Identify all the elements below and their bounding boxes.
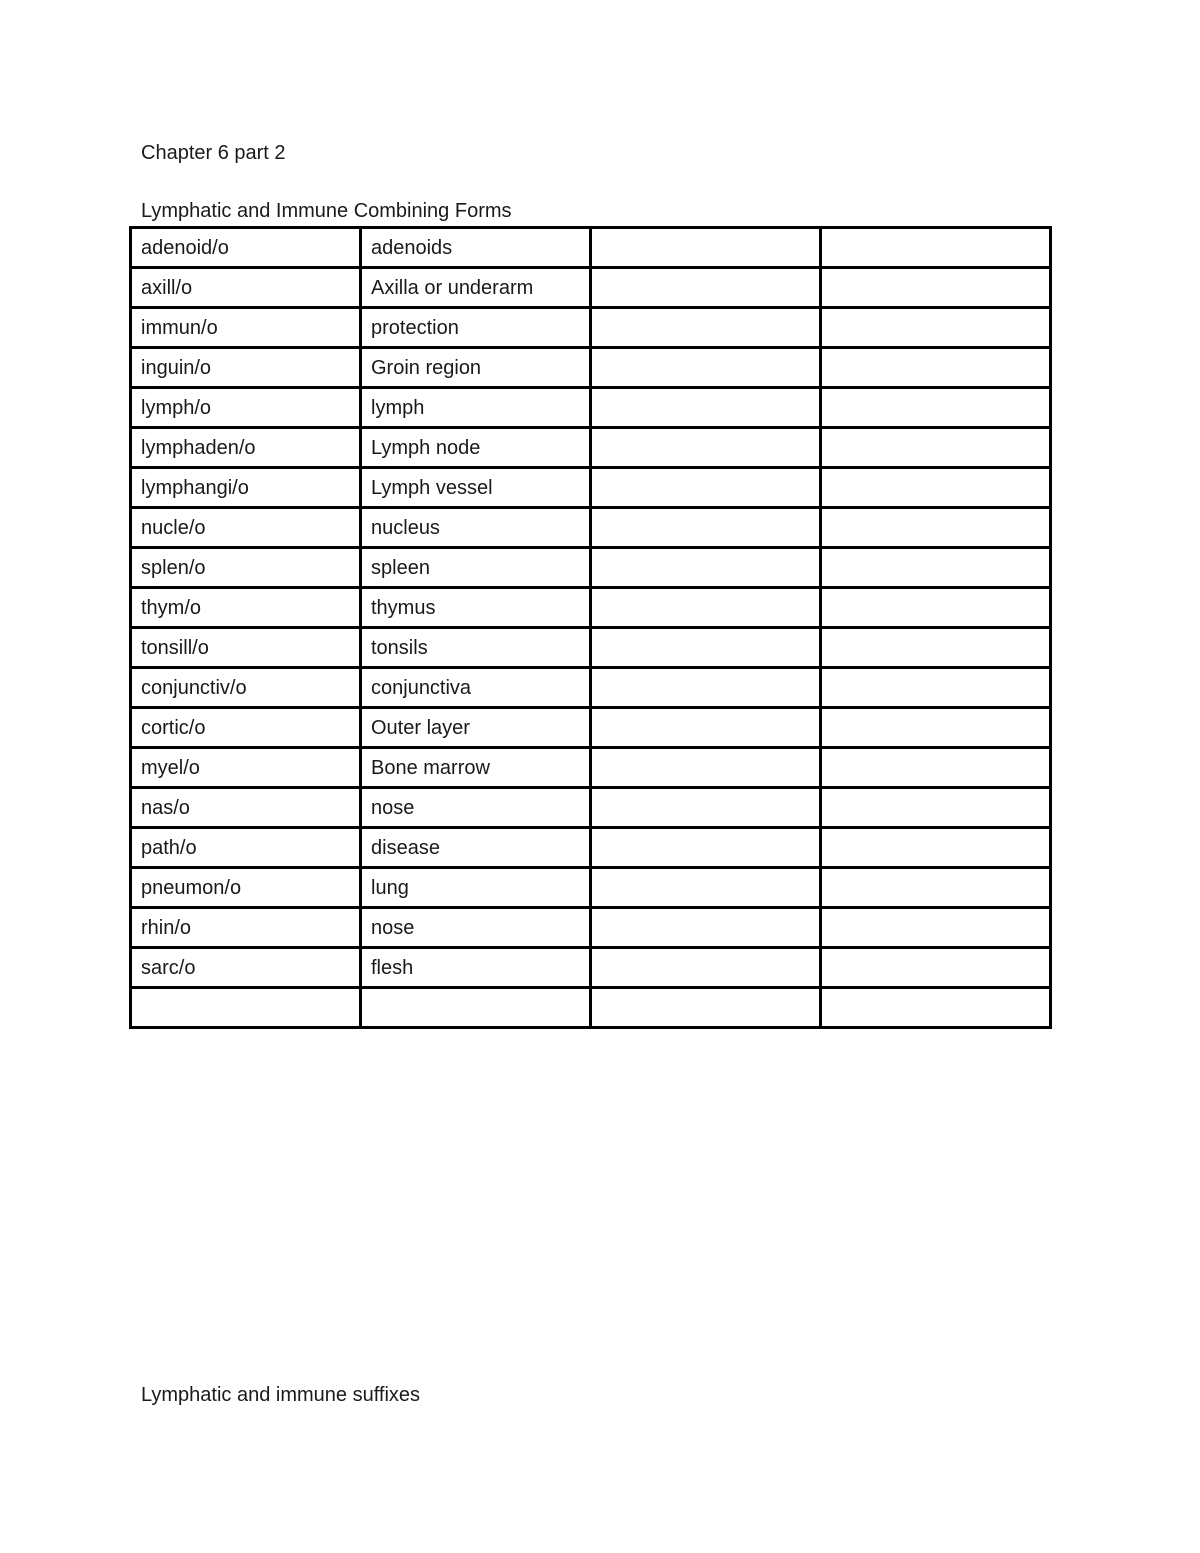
combining-form-cell: myel/o xyxy=(131,748,361,788)
combining-form-cell: conjunctiv/o xyxy=(131,668,361,708)
blank-cell xyxy=(591,228,821,268)
blank-cell xyxy=(591,388,821,428)
section-title-combining-forms: Lymphatic and Immune Combining Forms xyxy=(141,200,512,222)
blank-cell xyxy=(591,428,821,468)
combining-forms-table xyxy=(129,226,1052,1029)
blank-cell xyxy=(591,508,821,548)
meaning-cell: Bone marrow xyxy=(361,748,591,788)
blank-cell xyxy=(591,828,821,868)
blank-cell xyxy=(821,908,1051,948)
blank-cell xyxy=(591,868,821,908)
meaning-cell: nucleus xyxy=(361,508,591,548)
table-row xyxy=(131,668,1051,708)
blank-cell xyxy=(591,948,821,988)
combining-form-cell: cortic/o xyxy=(131,708,361,748)
table-row xyxy=(131,628,1051,668)
combining-form-cell: path/o xyxy=(131,828,361,868)
combining-form-cell: splen/o xyxy=(131,548,361,588)
blank-cell xyxy=(821,308,1051,348)
table-row xyxy=(131,548,1051,588)
blank-cell xyxy=(821,508,1051,548)
blank-cell xyxy=(591,268,821,308)
blank-cell xyxy=(591,348,821,388)
combining-form-cell: lymphangi/o xyxy=(131,468,361,508)
blank-cell xyxy=(821,948,1051,988)
blank-cell xyxy=(821,748,1051,788)
combining-form-cell xyxy=(131,988,361,1028)
meaning-cell: Axilla or underarm xyxy=(361,268,591,308)
table-row xyxy=(131,748,1051,788)
meaning-cell: tonsils xyxy=(361,628,591,668)
table-row xyxy=(131,948,1051,988)
blank-cell xyxy=(821,228,1051,268)
blank-cell xyxy=(821,468,1051,508)
combining-form-cell: axill/o xyxy=(131,268,361,308)
blank-cell xyxy=(591,788,821,828)
meaning-cell: Outer layer xyxy=(361,708,591,748)
meaning-cell: nose xyxy=(361,788,591,828)
section-title-suffixes: Lymphatic and immune suffixes xyxy=(141,1384,421,1406)
blank-cell xyxy=(591,748,821,788)
table-row xyxy=(131,828,1051,868)
table-row xyxy=(131,308,1051,348)
blank-cell xyxy=(821,988,1051,1028)
meaning-cell xyxy=(361,988,591,1028)
meaning-cell: nose xyxy=(361,908,591,948)
table-row xyxy=(131,428,1051,468)
blank-cell xyxy=(591,908,821,948)
blank-cell xyxy=(821,268,1051,308)
meaning-cell: Lymph node xyxy=(361,428,591,468)
meaning-cell: lymph xyxy=(361,388,591,428)
blank-cell xyxy=(591,988,821,1028)
blank-cell xyxy=(591,628,821,668)
blank-cell xyxy=(821,588,1051,628)
table-row xyxy=(131,988,1051,1028)
table-row xyxy=(131,388,1051,428)
blank-cell xyxy=(821,548,1051,588)
meaning-cell: adenoids xyxy=(361,228,591,268)
blank-cell xyxy=(821,828,1051,868)
blank-cell xyxy=(591,588,821,628)
combining-form-cell: rhin/o xyxy=(131,908,361,948)
combining-form-cell: pneumon/o xyxy=(131,868,361,908)
meaning-cell: flesh xyxy=(361,948,591,988)
meaning-cell: spleen xyxy=(361,548,591,588)
combining-form-cell: lymphaden/o xyxy=(131,428,361,468)
combining-forms-table-body xyxy=(131,228,1051,1028)
table-row xyxy=(131,268,1051,308)
blank-cell xyxy=(821,628,1051,668)
table-row xyxy=(131,908,1051,948)
table-row xyxy=(131,468,1051,508)
meaning-cell: conjunctiva xyxy=(361,668,591,708)
blank-cell xyxy=(821,388,1051,428)
table-row xyxy=(131,788,1051,828)
meaning-cell: protection xyxy=(361,308,591,348)
table-row xyxy=(131,708,1051,748)
blank-cell xyxy=(591,468,821,508)
chapter-title: Chapter 6 part 2 xyxy=(141,142,286,164)
table-row xyxy=(131,228,1051,268)
table-row xyxy=(131,588,1051,628)
blank-cell xyxy=(821,348,1051,388)
table-row xyxy=(131,868,1051,908)
table-row xyxy=(131,348,1051,388)
blank-cell xyxy=(821,428,1051,468)
combining-form-cell: lymph/o xyxy=(131,388,361,428)
blank-cell xyxy=(591,548,821,588)
combining-form-cell: nucle/o xyxy=(131,508,361,548)
meaning-cell: thymus xyxy=(361,588,591,628)
meaning-cell: disease xyxy=(361,828,591,868)
meaning-cell: Lymph vessel xyxy=(361,468,591,508)
combining-form-cell: inguin/o xyxy=(131,348,361,388)
blank-cell xyxy=(591,668,821,708)
meaning-cell: lung xyxy=(361,868,591,908)
combining-form-cell: sarc/o xyxy=(131,948,361,988)
combining-form-cell: immun/o xyxy=(131,308,361,348)
combining-form-cell: adenoid/o xyxy=(131,228,361,268)
blank-cell xyxy=(591,308,821,348)
blank-cell xyxy=(821,668,1051,708)
blank-cell xyxy=(591,708,821,748)
blank-cell xyxy=(821,708,1051,748)
blank-cell xyxy=(821,788,1051,828)
meaning-cell: Groin region xyxy=(361,348,591,388)
table-row xyxy=(131,508,1051,548)
combining-form-cell: nas/o xyxy=(131,788,361,828)
combining-form-cell: thym/o xyxy=(131,588,361,628)
combining-form-cell: tonsill/o xyxy=(131,628,361,668)
blank-cell xyxy=(821,868,1051,908)
